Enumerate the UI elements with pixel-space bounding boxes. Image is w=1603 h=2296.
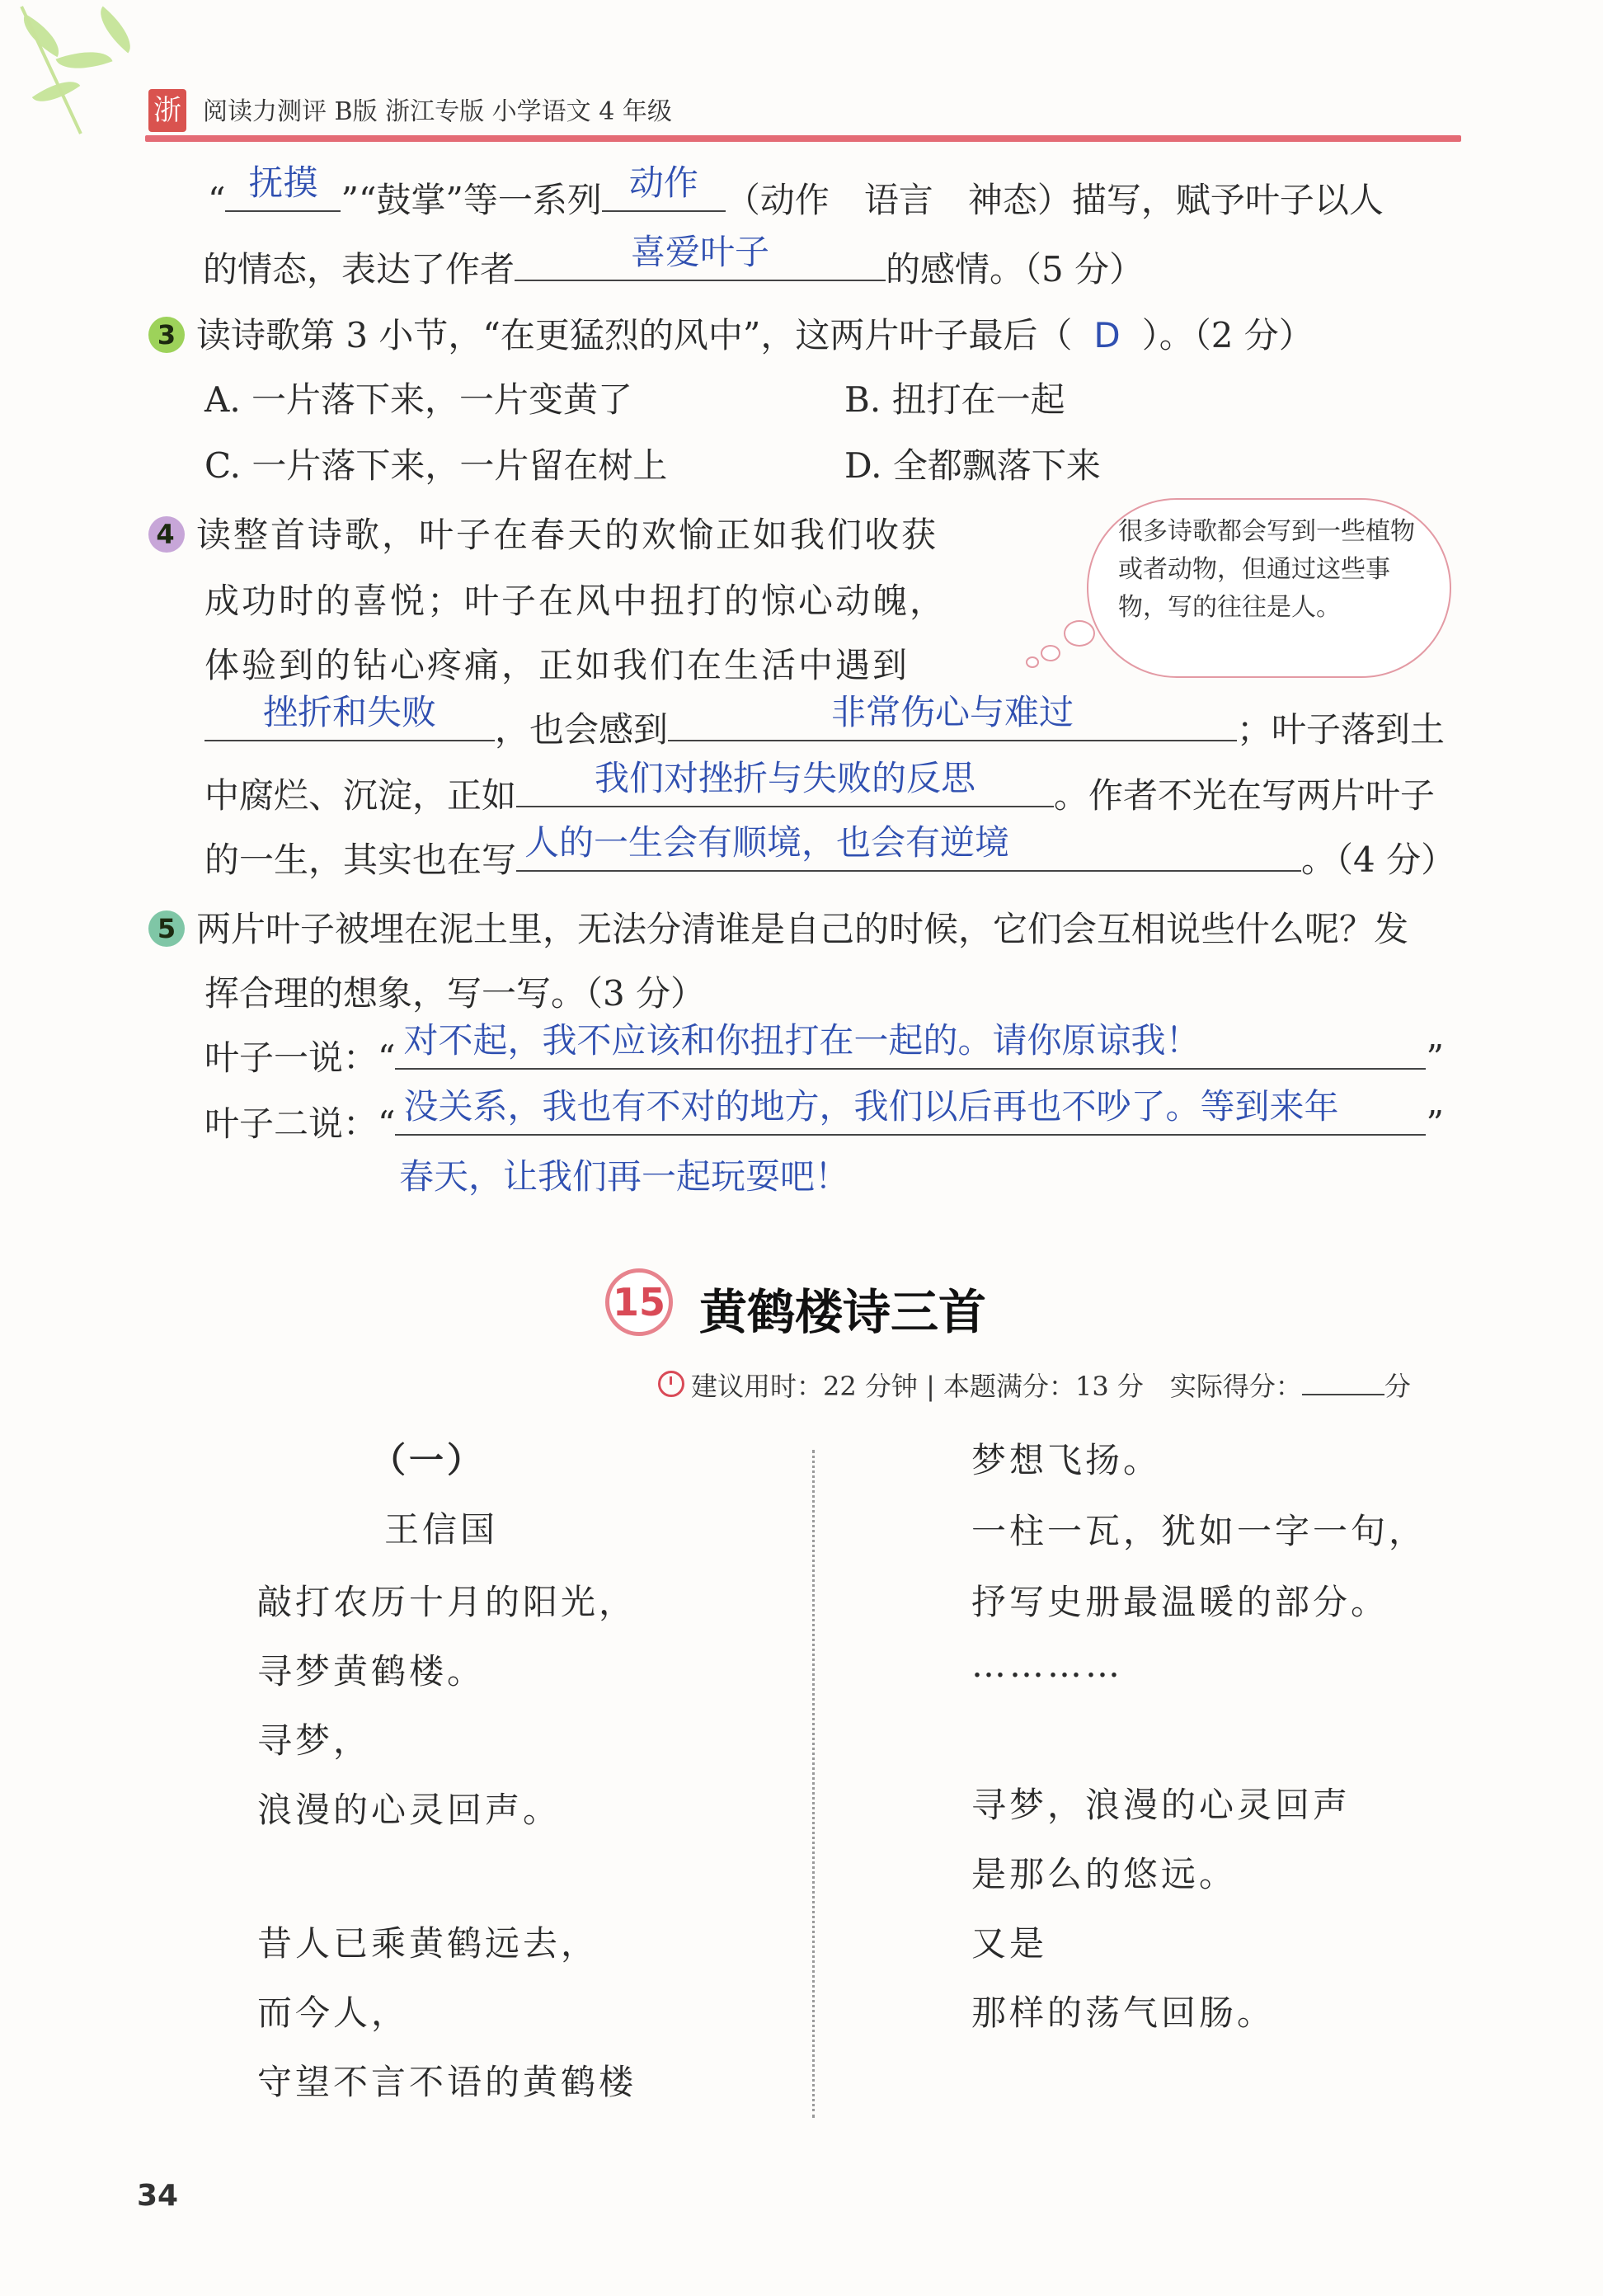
q3-option-c: C. 一片落下来，一片留在树上 bbox=[204, 445, 668, 486]
q2-line-1: “ 抚摸 ”“鼓掌”等一系列 动作 （动作 语言 神态）描写，赋予叶子以人 bbox=[208, 173, 1384, 223]
section-meta: 建议用时：22 分钟 | 本题满分：13 分 实际得分： 分 bbox=[658, 1366, 1411, 1404]
poem-line bbox=[971, 1714, 1427, 1778]
score-blank bbox=[1302, 1370, 1384, 1395]
answer-blank bbox=[395, 1086, 1426, 1136]
poem-line: 梦想飞扬。 bbox=[971, 1440, 1162, 1480]
q4-line-5: 中腐烂、沉淀，正如 我们对挫折与失败的反思 。作者不光在写两片叶子 bbox=[204, 769, 1435, 818]
q4-line-6: 的一生，其实也在写 人的一生会有顺境，也会有逆境 。（4 分） bbox=[204, 833, 1455, 882]
header-title: 阅读力测评 B版 浙江专版 小学语文 4 年级 bbox=[203, 97, 672, 126]
clock-icon bbox=[658, 1371, 684, 1397]
handwritten-answer: 非常伤心与难过 bbox=[831, 692, 1074, 732]
handwritten-answer: 动作 bbox=[628, 162, 698, 203]
bubble-dot bbox=[1041, 645, 1060, 661]
handwritten-answer: 我们对挫折与失败的反思 bbox=[595, 758, 976, 798]
bubble-dot bbox=[1064, 620, 1095, 647]
q4-line-4: 挫折和失败 ，也会感到 非常伤心与难过 ；叶子落到土 bbox=[204, 703, 1445, 752]
section-title: 黄鹤楼诗三首 bbox=[699, 1284, 987, 1340]
q4-line-1: 4 读整首诗歌，叶子在春天的欢愉正如我们收获 bbox=[148, 508, 938, 558]
poem-line: 又是 bbox=[971, 1923, 1048, 1964]
header-divider bbox=[145, 135, 1461, 142]
q5-leaf1: 叶子一说：“ 对不起，我不应该和你扭打在一起的。请你原谅我！ ” bbox=[204, 1031, 1444, 1080]
handwritten-answer: 对不起，我不应该和你扭打在一起的。请你原谅我！ bbox=[403, 1020, 1201, 1061]
answer-blank bbox=[516, 758, 1054, 807]
poem-line: 一柱一瓦，犹如一字一句， bbox=[971, 1511, 1427, 1551]
page-number: 34 bbox=[137, 2179, 179, 2213]
q2-line-2: 的情态，表达了作者 喜爱叶子 的感情。（5 分） bbox=[203, 242, 1144, 292]
poem-right-column bbox=[971, 1433, 1427, 2055]
column-divider bbox=[812, 1450, 815, 2118]
answer-blank bbox=[204, 692, 495, 741]
handwritten-answer: D bbox=[1093, 315, 1121, 355]
poem-line: 寻梦黄鹤楼。 bbox=[257, 1651, 486, 1691]
q5-line-1: 5 两片叶子被埋在泥土里，无法分清谁是自己的时候，它们会互相说些什么呢？发 bbox=[148, 902, 1408, 952]
answer-blank bbox=[602, 162, 726, 212]
handwritten-answer: 人的一生会有顺境，也会有逆境 bbox=[524, 822, 1010, 863]
question-number: 3 bbox=[148, 317, 185, 353]
handwritten-answer: 春天，让我们再一起玩耍吧！ bbox=[399, 1156, 850, 1197]
question-number: 4 bbox=[148, 516, 185, 553]
poem-line: 那样的荡气回肠。 bbox=[971, 1993, 1276, 2033]
q3-option-a: A. 一片落下来，一片变黄了 bbox=[204, 379, 633, 420]
poem-left-column bbox=[257, 1575, 637, 2124]
q4-line-2: 成功时的喜悦；叶子在风中扭打的惊心动魄， bbox=[204, 581, 947, 621]
answer-blank bbox=[395, 1020, 1426, 1070]
poem-line: 敲打农历十月的阳光， bbox=[257, 1582, 637, 1622]
poem-line: 寻梦， bbox=[257, 1720, 372, 1761]
q3-option-b: B. 扭打在一起 bbox=[844, 379, 1065, 420]
q4-line-3: 体验到的钻心疼痛，正如我们在生活中遇到 bbox=[204, 645, 910, 685]
bubble-dot bbox=[1026, 656, 1039, 668]
handwritten-answer: 抚摸 bbox=[248, 162, 318, 203]
answer-blank bbox=[225, 162, 341, 212]
poem-line: 守望不言不语的黄鹤楼 bbox=[257, 2062, 637, 2102]
poem-line: 寻梦，浪漫的心灵回声 bbox=[971, 1785, 1352, 1825]
leaf-decoration bbox=[0, 0, 165, 148]
q3-stem: 3 读诗歌第 3 小节，“在更猛烈的风中”，这两片叶子最后（ D ）。（2 分） bbox=[148, 308, 1314, 358]
poem-line: 而今人， bbox=[257, 1993, 410, 2033]
header-badge: 浙 bbox=[148, 89, 186, 132]
question-number: 5 bbox=[148, 910, 185, 947]
poem-line: 抒写史册最温暖的部分。 bbox=[971, 1582, 1389, 1622]
q3-option-d: D. 全都飘落下来 bbox=[844, 445, 1101, 486]
poem-author: 王信国 bbox=[384, 1509, 499, 1550]
answer-blank bbox=[668, 692, 1237, 741]
q5-leaf2-continued bbox=[399, 1150, 849, 1199]
handwritten-answer: 挫折和失败 bbox=[262, 692, 436, 732]
poem-line: 浪漫的心灵回声。 bbox=[257, 1790, 562, 1830]
tip-bubble-text: 很多诗歌都会写到一些植物或者动物，但通过这些事物，写的往往是人。 bbox=[1118, 517, 1415, 622]
answer-blank bbox=[515, 232, 886, 281]
handwritten-answer: 没关系，我也有不对的地方，我们以后再也不吵了。等到来年 bbox=[403, 1086, 1339, 1127]
q5-line-2: 挥合理的想象，写一写。（3 分） bbox=[204, 973, 706, 1014]
handwritten-answer: 喜爱叶子 bbox=[631, 232, 770, 272]
poem-line: 昔人已乘黄鹤远去， bbox=[257, 1923, 599, 1964]
poem-line: ………… bbox=[971, 1644, 1123, 1685]
poem-line bbox=[257, 1852, 637, 1917]
poem-line: 是那么的悠远。 bbox=[971, 1854, 1238, 1894]
poem-part-title: （一） bbox=[371, 1440, 486, 1480]
section-number: 15 bbox=[605, 1268, 673, 1336]
q5-leaf2: 叶子二说：“ 没关系，我也有不对的地方，我们以后再也不吵了。等到来年 ” bbox=[204, 1097, 1444, 1146]
